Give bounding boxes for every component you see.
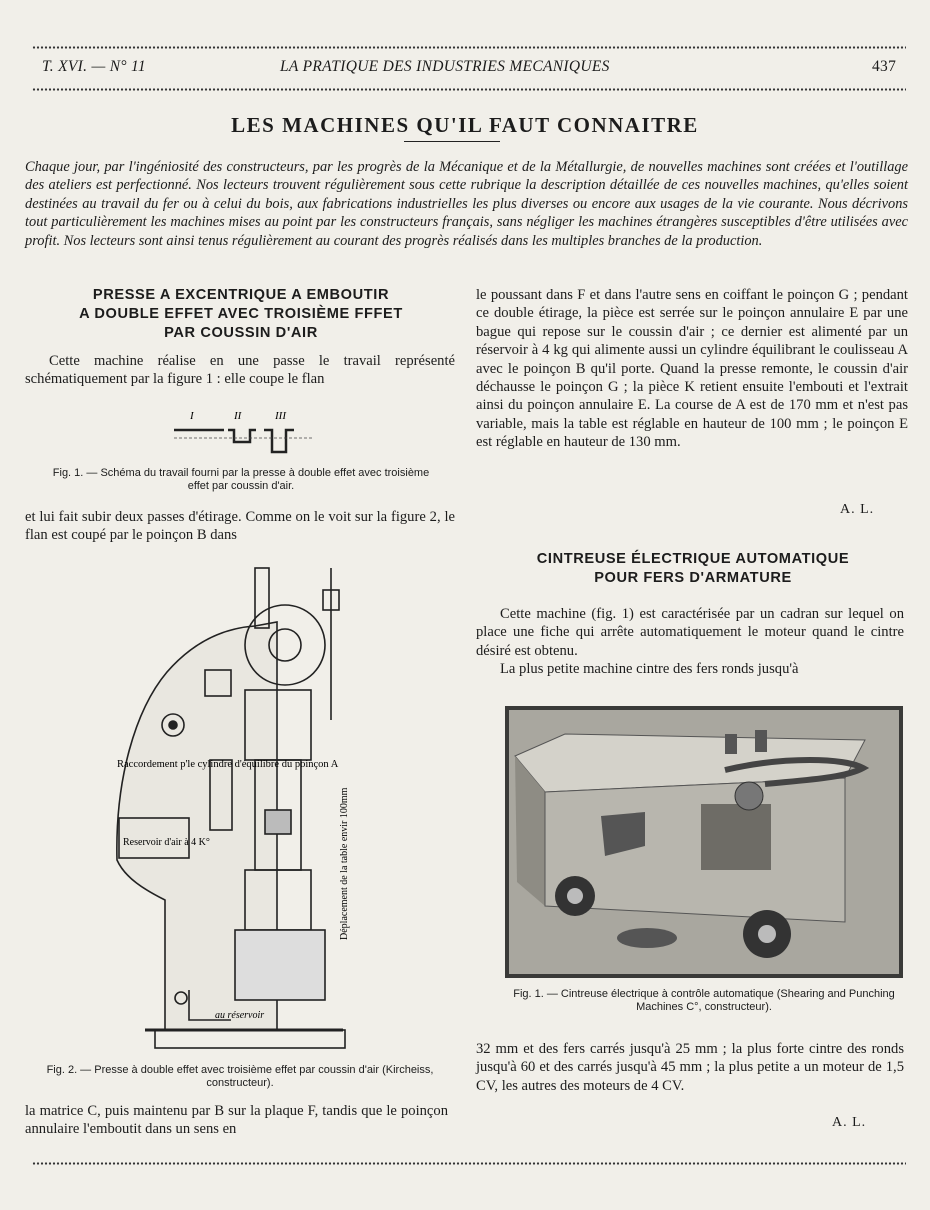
figure-2-press-drawing	[105, 560, 365, 1058]
fig2-label-au-reservoir: au réservoir	[215, 1010, 265, 1021]
article1-para3	[25, 1102, 448, 1139]
article1-signature: A. L.	[840, 502, 875, 517]
figure-bending-machine-photo	[505, 706, 903, 978]
title-underline	[404, 141, 500, 142]
article1-heading-line2: A DOUBLE EFFET AVEC TROISIÈME FFFET	[79, 306, 403, 322]
page-title: LES MACHINES QU'IL FAUT CONNAITRE	[231, 113, 699, 137]
footer-rule	[32, 1162, 906, 1165]
article1-para4	[476, 286, 908, 452]
article1-para2-text: et lui fait subir deux passes d'étirage. Comme on le voit sur la figure 2, le flan est coupé par le poinçon B dans	[25, 509, 455, 544]
bending-pin-1	[725, 734, 737, 754]
header-page-number: 437	[872, 58, 897, 75]
article1-para1-text: Cette machine réalise en une passe le travail représenté schématiquement par la figure 1 : elle coupe le flan	[25, 353, 455, 388]
machine-dial	[735, 782, 763, 810]
machine-motor-opening	[701, 804, 771, 870]
article2-para1-text: Cette machine (fig. 1) est caractérisée par un cadran sur lequel on place une fiche qui arrête automatiquement le moteur quand le cintre désiré est obtenu.	[476, 606, 904, 659]
figure-bending-caption: Fig. 1. — Cintreuse électrique à contrôle automatique (Shearing and Punching Machines C°, constructeur).	[513, 988, 895, 1013]
wheel-left-hub	[567, 888, 583, 904]
article1-heading-line1: PRESSE A EXCENTRIQUE A EMBOUTIR	[92, 287, 390, 303]
figure-1-schematic	[168, 404, 318, 466]
header-volume: T. XVI. — N° 11	[42, 58, 146, 75]
article1-para4-text: le poussant dans F et dans l'autre sens en coiffant le poinçon G ; pendant ce double étirage, la pièce est serrée sur le poinçon annulaire E par une bague qui repose sur le coussin d'air ; ce dernier est alimenté par un réservoir à 4 kg qui alimente aussi un cylindre équilibrant le coulisseau A avec le poinçon B qu'il porte. Quand la presse remonte, le coussin d'air déchausse le poinçon G ; la pièce K retient ensuite l'embouti et l'extrait ainsi du poinçon annulaire E. La course de A est de 170 mm et n'est pas variable, mais la table est réglable en hauteur de 100 mm ; le poinçon E est réglable en hauteur de 130 mm.	[476, 287, 908, 451]
press-air-cushion	[235, 930, 325, 1000]
bending-pin-2	[755, 730, 767, 752]
article2-para2-text: La plus petite machine cintre des fers ronds jusqu'à	[500, 661, 799, 678]
press-base-plate	[155, 1030, 345, 1048]
article1-para3-text: la matrice C, puis maintenu par B sur la plaque F, tandis que le poinçon annulaire l'emboutit dans un sens en	[25, 1103, 448, 1138]
article1-heading	[32, 286, 450, 343]
wheel-right-hub	[758, 925, 776, 943]
header-journal-title: LA PRATIQUE DES INDUSTRIES MECANIQUES	[280, 58, 610, 75]
article2-signature: A. L.	[832, 1115, 867, 1130]
figure-2-caption: Fig. 2. — Presse à double effet avec troisième effet par coussin d'air (Kircheiss, constructeur).	[46, 1064, 434, 1089]
press-punch-b	[265, 810, 291, 834]
fig1-first-draw	[228, 430, 256, 442]
article1-para2	[25, 508, 455, 545]
header-bottom-rule	[32, 88, 906, 91]
article1-heading-line3: PAR COUSSIN D'AIR	[164, 325, 318, 341]
press-column-top	[255, 568, 269, 628]
fig2-label-reservoir: Reservoir d'air à 4 K°	[123, 837, 210, 848]
fig1-second-draw	[264, 430, 294, 452]
fig1-label-i: I	[190, 410, 194, 422]
article2-para3	[476, 1040, 904, 1095]
fig2-label-raccordement: Raccordement p'le cylindre d'équilibre du poinçon A	[117, 759, 339, 770]
header-top-rule	[32, 46, 906, 49]
intro-paragraph: Chaque jour, par l'ingéniosité des constructeurs, par les progrès de la Mécanique et de la Métallurgie, de nouvelles machines sont créées et l'outillage des ateliers est perfectionné. Nos lecteurs trouvent régulièrement sous cette rubrique la description détaillée de ces nouvelles machines, qu'elles soient destinées au travail du fer ou à celui du bois, aux fabrications industrielles les plus diverses ou encore aux usages de la vie courante. Nous décrivons tout particulièrement les machines mises au point par les constructeurs français, sans négliger les machines étrangères susceptibles d'être utilisées avec profit. Nos lecteurs sont ainsi tenus régulièrement au courant des progrès réalisés dans les multiples branches de la production.	[25, 159, 908, 249]
fig1-label-iii: III	[275, 410, 286, 422]
fig2-label-deplacement: Déplacement de la table envir 100mm	[339, 787, 350, 940]
fig1-label-ii: II	[234, 410, 242, 422]
article2-para3-text: 32 mm et des fers carrés jusqu'à 25 mm ; la plus forte cintre des ronds jusqu'à 60 et des carrés jusqu'à 45 mm ; la plus petite a un moteur de 1,5 CV, les autres des moteurs de 4 CV.	[476, 1041, 904, 1094]
press-side-hub-center	[169, 721, 177, 729]
article2-heading-line2: POUR FERS D'ARMATURE	[594, 570, 792, 586]
article1-para1	[25, 352, 455, 389]
article2-heading	[490, 550, 896, 588]
article2-heading-line1: CINTREUSE ÉLECTRIQUE AUTOMATIQUE	[536, 551, 850, 567]
loose-parts	[617, 928, 677, 948]
figure-1-caption: Fig. 1. — Schéma du travail fourni par la presse à double effet avec troisième effet par coussin d'air.	[52, 467, 430, 492]
article2-para1	[476, 605, 904, 679]
